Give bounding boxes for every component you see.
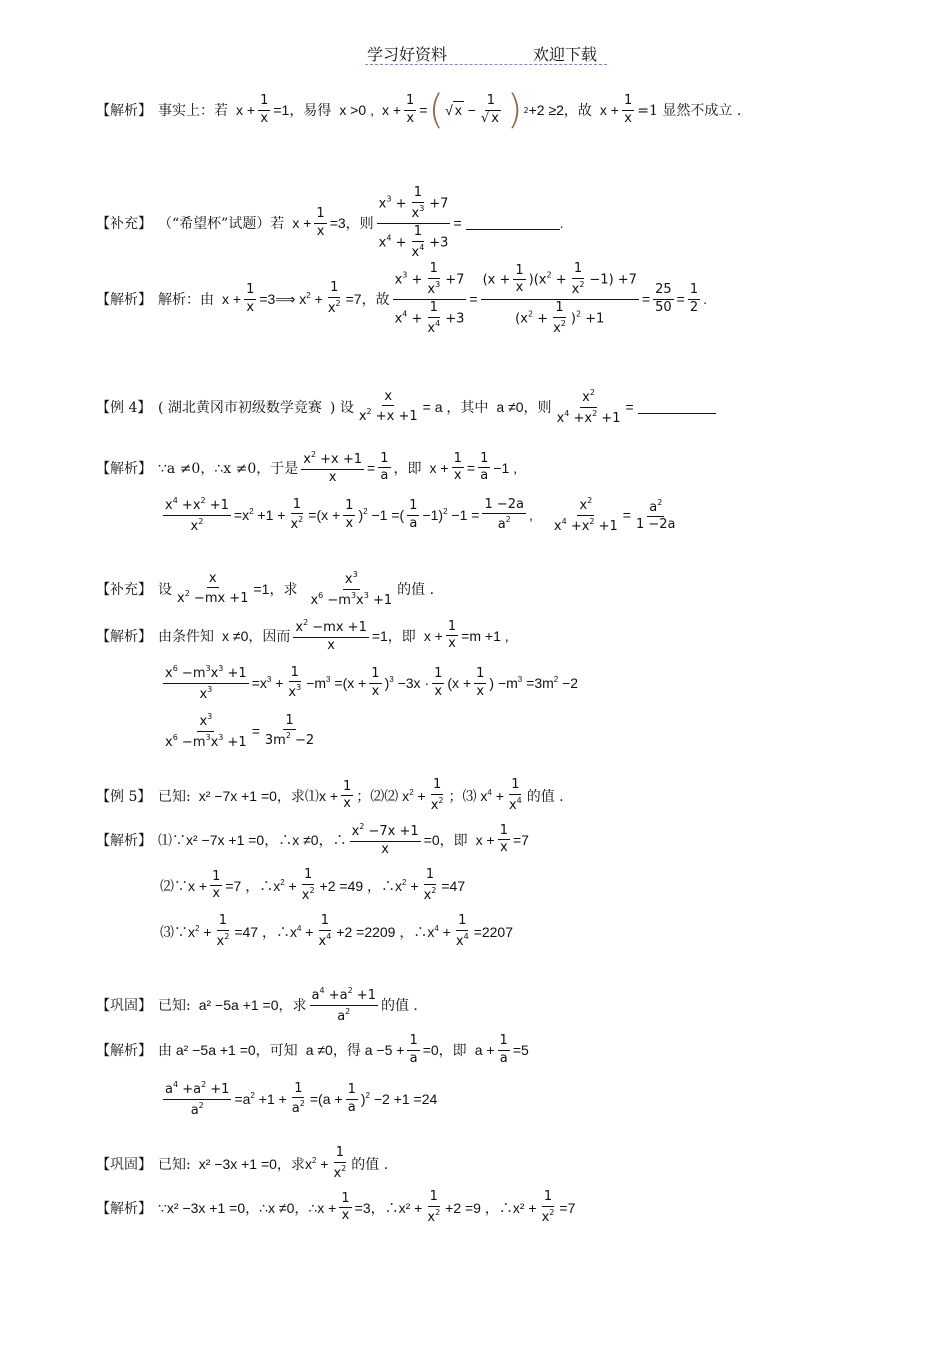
text: ，故 — [563, 103, 592, 119]
text: = a ，其中 — [422, 399, 489, 416]
text: 已知: — [158, 1156, 191, 1173]
supplement-2: 【补充】 设 $\frac{x}{x^2 -mx +1}$ =1，求 $\frac{x^3}{x^6 -m^3x^3 +1}$ 的值 . — [96, 570, 435, 608]
page-header — [365, 42, 607, 65]
text: ；⑵ — [356, 787, 385, 804]
tag: 【补充】 — [96, 582, 152, 599]
text: 事实上：若 — [158, 103, 228, 119]
text: =0，即 — [422, 1042, 467, 1059]
text: 的值 . — [526, 788, 564, 805]
text: x² −3x +1 =0，求 — [198, 1155, 305, 1172]
analysis-3: 【解析】 ∵a ≠0，∴x ≠0，于是 $\frac{x^2 +x +1}{x}$ = $\frac{1}{a}$ ，即 x + $\frac{1}{x}$ = $\frac{1}{a}$ −1 , — [96, 450, 518, 485]
tag: 【解析】 — [96, 103, 152, 119]
text: ∵a ≠0，∴x ≠0，于是 — [158, 460, 299, 477]
text: x² −7x +1 =0，求⑴ — [198, 787, 319, 804]
analysis-4: 【解析】 由条件知 x ≠0，因而 $\frac{x^2 -mx +1}{x}$ =1，即 x + $\frac{1}{x}$ =m +1 , — [96, 618, 509, 653]
text: =1，求 — [253, 581, 298, 598]
analysis-5: 【解析】 ⑴∵x² −7x +1 =0，∴x ≠0，∴ $\frac{x^2 -7x +1}{x}$ =0，即 x + $\frac{1}{x}$ =7 — [96, 822, 529, 857]
text: ⑵∵ — [160, 877, 188, 894]
tag: 【例 4】 — [96, 400, 152, 417]
analysis-5-step2: ⑵∵ x + $\frac{1}{x}$ =7 ，∴ $x^2$ + $\frac{1}{x^2}$ +2 =49 ，∴ $x^2$ + $\frac{1}{x^2}$ =47 — [160, 867, 466, 903]
consolidate-1: 【巩固】 已知: a² −5a +1 =0，求 $\frac{a^4 +a^2 +1}{a^2}$ 的值 . — [96, 986, 418, 1024]
text: . — [703, 291, 708, 308]
tag: 【解析】 — [96, 460, 152, 477]
text: 设 — [158, 582, 172, 599]
answer-blank[interactable] — [466, 217, 560, 230]
analysis-6-cont: $\frac{a^4 +a^2 +1}{a^2}$ $=a^2 +1$ + $\frac{1}{a^2}$ =(a + $\frac{1}{a}$ )$^2$ −2 +1 =24 — [165, 1080, 438, 1118]
tag: 【例 5】 — [96, 788, 152, 805]
analysis-4-result: $\frac{x^3}{x^6 -m^3x^3 +1}$ = $\frac{1}{3m^2 -2}$ — [165, 712, 315, 750]
header-right: 欢迎下载 — [533, 45, 598, 64]
analysis-5-step3: ⑶∵ $x^2$ + $\frac{1}{x^2}$ =47 ，∴ $x^4$ + $\frac{1}{x^4}$ +2 =2209 ，∴ $x^4$ + $\frac{1}{x^4}$ =2207 — [160, 913, 514, 949]
text: =1，即 — [371, 627, 416, 644]
text: ⑴∵x² −7x +1 =0，∴x ≠0，∴ — [158, 831, 347, 848]
text: （“希望杯”试题）若 — [158, 216, 285, 233]
analysis-7: 【解析】 ∵x² −3x +1 =0，∴x ≠0，∴x + $\frac{1}{x}$ =3，∴x² + $\frac{1}{x^2}$ +2 =9 ，∴x² + $\frac{1}{x^2}$ =7 — [96, 1189, 576, 1225]
analysis-4-cont: $\frac{x^6 -m^3x^3 +1}{x^3}$ $=x^3$ + $\frac{1}{x^3}$ $-m^3 =(x$ + $\frac{1}{x}$ )$^3$ −3x · $\frac{1}{x}$ (x + $\frac{1}{x}$ ) $-m^3 =3m^2 -2$ — [165, 664, 579, 702]
tag: 【巩固】 — [96, 1156, 152, 1173]
example-4: 【例 4】 ( 湖北黄冈市初级数学竞赛 ) 设 $\frac{x}{x^2 +x +1}$ = a ，其中 a ≠0，则 $\frac{x^2}{x^4 +x^2 +1}$ = — [96, 388, 716, 427]
text: ，则 — [345, 216, 374, 233]
text: +2 =9 ，∴x² + — [445, 1199, 537, 1216]
text: =7 — [559, 1199, 576, 1216]
tag: 【解析】 — [96, 628, 152, 645]
header-left: 学习好资料 — [367, 45, 448, 64]
text: ⑶∵ — [160, 923, 188, 940]
tag: 【解析】 — [96, 1200, 152, 1217]
example-5: 【例 5】 已知: x² −7x +1 =0，求⑴ x + $\frac{1}{x}$ ；⑵ ⑵ $x^2$ + $\frac{1}{x^2}$ ；⑶ $x^4$ + $\frac{1}{x^4}$ 的值 . — [96, 777, 564, 813]
analysis-1: 【解析】 事实上：若 x + $\frac{1}{x}$ =1 ，易得 x >0 , x + $\frac{1}{x}$ = ( √ x − $\frac{1}{√ x}$ ) 2 +2 ≥2 ，故 x + $\frac{1}{x}$ =1 显然不成立 . — [96, 87, 742, 133]
text: a ≠0，得 a −5 + — [305, 1042, 405, 1059]
text: x ≠0，因而 — [222, 627, 291, 644]
tag: 【解析】 — [96, 832, 152, 849]
text: ) 设 — [329, 400, 354, 417]
text: = — [453, 215, 462, 232]
text: a ≠0，则 — [496, 399, 552, 416]
text: ，故 — [361, 292, 390, 309]
text: 的值 . — [380, 998, 418, 1015]
analysis-6: 【解析】 由 a² −5a +1 =0，可知 a ≠0，得 a −5 + $\frac{1}{a}$ =0，即 a + $\frac{1}{a}$ =5 — [96, 1033, 529, 1066]
tag: 【补充】 — [96, 216, 152, 233]
text: ( 湖北黄冈市初级数学竞赛 — [158, 400, 322, 417]
analysis-2: 【解析】 解析：由 x + $\frac{1}{x}$ =3⟹ $x^2$ + $\frac{1}{x^2}$ =7 ，故 $x^3$ + $\frac{1}{x^3}$ +7 $x^4$ + $\frac{1}{x^4}$ +3 = (x + $\frac{1}{x}$ )($x^2$ + $\frac{1}{x^2}$ −1) +7 ($x^2$ + $\frac{1}{x^2}$ )$^2$ +1 = $\frac{25}{50}$ = $\frac{1}{2}$ . — [96, 261, 708, 336]
text: ∵x² −3x +1 =0，∴x ≠0，∴x + — [158, 1199, 337, 1216]
text: =0，即 — [423, 831, 468, 848]
text: ，即 — [393, 460, 422, 477]
analysis-3-cont: $\frac{x^4 +x^2 +1}{x^2}$ $=x^2 +1$ + $\frac{1}{x^2}$ =(x + $\frac{1}{x}$ )$^2$ −1 =( $\frac{1}{a}$ −1)$^2$ −1 = $\frac{1 -2a}{a^2}$ , $\frac{x^2}{x^4 +x^2 +1}$ = $\frac{a^2}{1 -2a}$ — [165, 496, 676, 534]
text: =3，∴x² + — [354, 1199, 423, 1216]
text: +2 =49 ，∴ — [319, 877, 396, 894]
text: 的值 . — [351, 1156, 389, 1173]
consolidate-2: 【巩固】 已知: x² −3x +1 =0，求 $x^2$ + $\frac{1}{x^2}$ 的值 . — [96, 1145, 389, 1181]
tag: 【巩固】 — [96, 998, 152, 1015]
text: ，易得 — [289, 103, 332, 119]
text: 由条件知 — [158, 628, 214, 645]
text: =7 ，∴ — [225, 877, 274, 894]
answer-blank[interactable] — [638, 401, 716, 414]
text: 由 a² −5a +1 =0，可知 — [158, 1042, 298, 1059]
text: = — [625, 399, 634, 416]
tag: 【解析】 — [96, 292, 152, 309]
text: =47 ，∴ — [234, 923, 290, 940]
text: 解析：由 — [158, 292, 214, 309]
text: 已知: — [158, 998, 191, 1015]
text: +2 =2209 ，∴ — [336, 923, 428, 940]
text: =1 显然不成立 . — [637, 103, 742, 119]
supplement-1: 【补充】 （“希望杯”试题）若 x + $\frac{1}{x}$ =3 ，则 $x^3$ + $\frac{1}{x^3}$ +7 $x^4$ + $\frac{1}{x^4}$ +3 = . — [96, 185, 564, 260]
text: a² −5a +1 =0，求 — [198, 997, 307, 1014]
tag: 【解析】 — [96, 1043, 152, 1060]
text: x >0 , — [339, 102, 374, 118]
text: 已知: — [158, 788, 191, 805]
